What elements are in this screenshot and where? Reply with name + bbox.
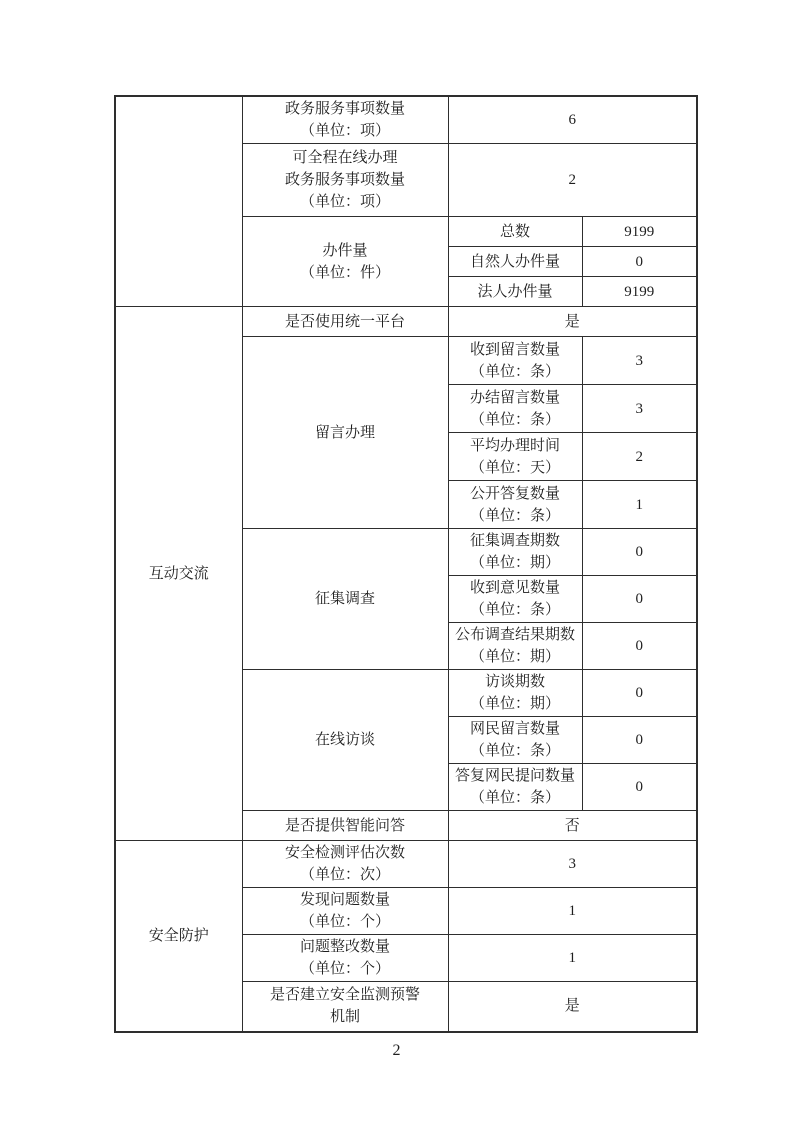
metric-unit: （单位：期） xyxy=(469,696,560,712)
group-label-cell: 在线访谈 xyxy=(242,670,448,811)
metric-label: 平均办理时间 xyxy=(469,437,560,454)
sub-value-cell: 0 xyxy=(582,576,697,623)
sub-label-cell xyxy=(448,764,582,811)
metric-value-cell: 1 xyxy=(448,935,697,982)
metric-label: 问题整改数量 xyxy=(299,939,390,955)
group-label-cell xyxy=(242,217,448,307)
metric-value-cell: 6 xyxy=(448,96,697,144)
category-cell-security: 安全防护 xyxy=(115,841,242,1032)
sub-label-cell xyxy=(448,481,582,529)
metric-label: 公开答复数量 xyxy=(469,485,560,502)
metric-unit: （单位：条） xyxy=(469,507,560,524)
sub-value-cell: 0 xyxy=(582,764,697,811)
metric-label-cell xyxy=(242,888,448,935)
metric-label-cell xyxy=(242,96,448,144)
group-unit: （单位：件） xyxy=(299,264,390,281)
sub-label-cell xyxy=(448,337,582,385)
page-number: 2 xyxy=(392,1042,401,1059)
metric-unit: （单位：项） xyxy=(299,194,390,210)
metric-unit: （单位：期） xyxy=(469,555,560,571)
sub-label-cell: 总数 xyxy=(448,217,582,247)
group-label: 办件量 xyxy=(322,242,368,259)
metric-value-cell: 2 xyxy=(448,144,697,217)
metric-label: 访谈期数 xyxy=(484,674,545,690)
sub-value-cell: 0 xyxy=(582,247,697,277)
metric-unit: （单位：条） xyxy=(469,743,560,759)
metric-label-cell: 是否使用统一平台 xyxy=(242,307,448,337)
metric-label: 办结留言数量 xyxy=(469,389,560,406)
metric-unit: （单位：期） xyxy=(469,649,560,665)
sub-label-cell: 自然人办件量 xyxy=(448,247,582,277)
metric-label: 是否建立安全监测预警机制 xyxy=(269,987,420,1026)
sub-label-cell xyxy=(448,433,582,481)
sub-value-cell: 9199 xyxy=(582,277,697,307)
sub-label-cell xyxy=(448,670,582,717)
metric-unit: （单位：个） xyxy=(299,914,390,930)
sub-value-cell: 3 xyxy=(582,385,697,433)
metric-label: 网民留言数量 xyxy=(469,721,560,737)
metric-label: 政务服务事项数量 xyxy=(284,172,405,188)
metric-label-cell xyxy=(242,841,448,888)
table-row xyxy=(115,307,697,337)
sub-value-cell: 1 xyxy=(582,481,697,529)
sub-value-cell: 0 xyxy=(582,623,697,670)
metric-label: 答复网民提问数量 xyxy=(454,768,575,784)
metric-label-cell: 是否提供智能问答 xyxy=(242,811,448,841)
category-cell-empty xyxy=(115,96,242,307)
sub-value-cell: 0 xyxy=(582,670,697,717)
metric-unit: （单位：条） xyxy=(469,411,560,428)
sub-value-cell: 2 xyxy=(582,433,697,481)
category-cell-interaction: 互动交流 xyxy=(115,307,242,841)
sub-label-cell xyxy=(448,385,582,433)
metric-unit: （单位：天） xyxy=(469,459,560,476)
metric-value-cell: 1 xyxy=(448,888,697,935)
metric-unit: （单位：条） xyxy=(469,790,560,806)
sub-label-cell: 法人办件量 xyxy=(448,277,582,307)
metric-label-cell xyxy=(242,982,448,1032)
group-label-cell: 留言办理 xyxy=(242,337,448,529)
metric-label: 可全程在线办理 xyxy=(292,150,398,166)
sub-value-cell: 3 xyxy=(582,337,697,385)
table-row xyxy=(115,841,697,888)
sub-value-cell: 0 xyxy=(582,717,697,764)
metric-label: 发现问题数量 xyxy=(299,892,390,908)
metric-label: 政务服务事项数量 xyxy=(284,101,405,117)
sub-label-cell xyxy=(448,717,582,764)
table-row xyxy=(115,96,697,144)
metric-label: 公布调查结果期数 xyxy=(454,627,575,643)
annual-report-table xyxy=(114,95,698,1033)
metric-label-cell xyxy=(242,935,448,982)
metric-value-cell: 是 xyxy=(448,982,697,1032)
metric-value-cell: 否 xyxy=(448,811,697,841)
metric-label: 收到意见数量 xyxy=(469,580,560,596)
sub-value-cell: 0 xyxy=(582,529,697,576)
metric-value-cell: 3 xyxy=(448,841,697,888)
group-label-cell: 征集调查 xyxy=(242,529,448,670)
sub-value-cell: 9199 xyxy=(582,217,697,247)
metric-unit: （单位：个） xyxy=(299,961,390,977)
metric-unit: （单位：项） xyxy=(299,123,390,139)
metric-label-cell xyxy=(242,144,448,217)
metric-label: 收到留言数量 xyxy=(469,341,560,358)
sub-label-cell xyxy=(448,529,582,576)
metric-unit: （单位：条） xyxy=(469,363,560,380)
sub-label-cell xyxy=(448,623,582,670)
metric-label: 安全检测评估次数 xyxy=(284,845,405,861)
metric-unit: （单位：次） xyxy=(299,867,390,883)
metric-unit: （单位：条） xyxy=(469,602,560,618)
metric-value-cell: 是 xyxy=(448,307,697,337)
metric-label: 征集调查期数 xyxy=(469,533,560,549)
sub-label-cell xyxy=(448,576,582,623)
